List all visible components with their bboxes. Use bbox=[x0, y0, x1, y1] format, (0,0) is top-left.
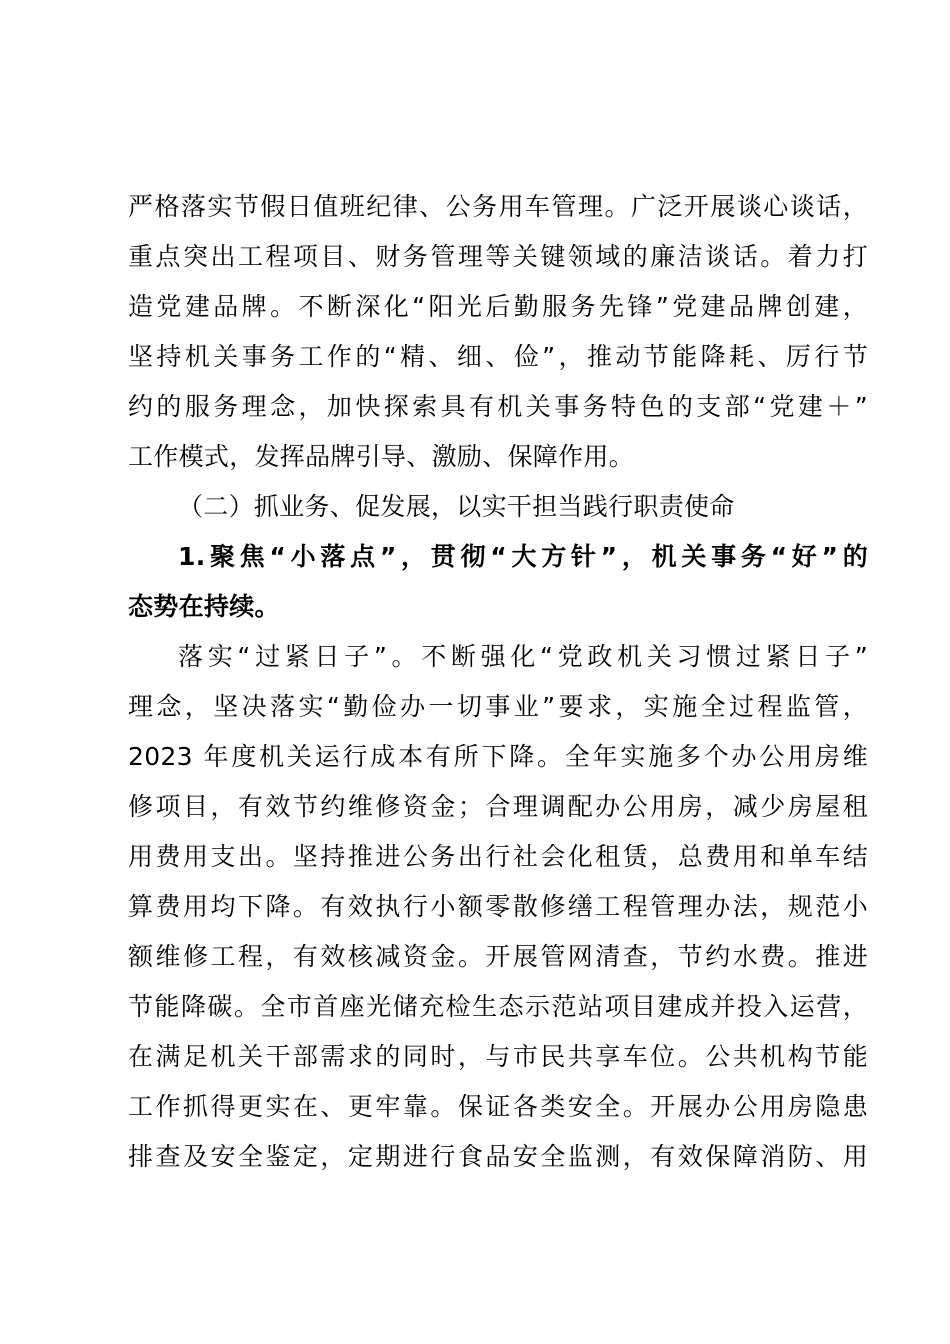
subheading-line: 1.聚焦“小落点”，贯彻“大方针”，机关事务“好”的 bbox=[178, 542, 868, 571]
paragraph-line: 节能降碳。全市首座光储充检生态示范站项目建成并投入运营， bbox=[128, 992, 868, 1021]
paragraph-line: 约的服务理念，加快探索具有机关事务特色的支部“党建＋” bbox=[128, 392, 868, 421]
paragraph-line: 排查及安全鉴定，定期进行食品安全监测，有效保障消防、用 bbox=[128, 1142, 868, 1171]
paragraph-line: 落实“过紧日子”。不断强化“党政机关习惯过紧日子” bbox=[178, 642, 868, 671]
paragraph-line: 工作抓得更实在、更牢靠。保证各类安全。开展办公用房隐患 bbox=[128, 1092, 868, 1121]
paragraph-line: 用费用支出。坚持推进公务出行社会化租赁，总费用和单车结 bbox=[128, 842, 868, 871]
paragraph-line: 算费用均下降。有效执行小额零散修缮工程管理办法，规范小 bbox=[128, 892, 868, 921]
paragraph-line: 严格落实节假日值班纪律、公务用车管理。广泛开展谈心谈话， bbox=[128, 192, 868, 221]
paragraph-line: 修项目，有效节约维修资金；合理调配办公用房，减少房屋租 bbox=[128, 792, 868, 821]
paragraph-line: 额维修工程，有效核减资金。开展管网清查，节约水费。推进 bbox=[128, 942, 868, 971]
paragraph-line: 坚持机关事务工作的“精、细、俭”，推动节能降耗、厉行节 bbox=[128, 342, 868, 371]
paragraph-line: 在满足机关干部需求的同时，与市民共享车位。公共机构节能 bbox=[128, 1042, 868, 1071]
section-heading: （二）抓业务、促发展，以实干担当践行职责使命 bbox=[178, 492, 735, 521]
paragraph-line: 工作模式，发挥品牌引导、激励、保障作用。 bbox=[128, 442, 635, 471]
paragraph-line: 重点突出工程项目、财务管理等关键领域的廉洁谈话。着力打 bbox=[128, 242, 868, 271]
paragraph-line: 造党建品牌。不断深化“阳光后勤服务先锋”党建品牌创建， bbox=[128, 292, 868, 321]
paragraph-line: 2023 年度机关运行成本有所下降。全年实施多个办公用房维 bbox=[128, 742, 868, 771]
subheading-line: 态势在持续。 bbox=[128, 592, 280, 621]
paragraph-line: 理念，坚决落实“勤俭办一切事业”要求，实施全过程监管， bbox=[128, 692, 868, 721]
